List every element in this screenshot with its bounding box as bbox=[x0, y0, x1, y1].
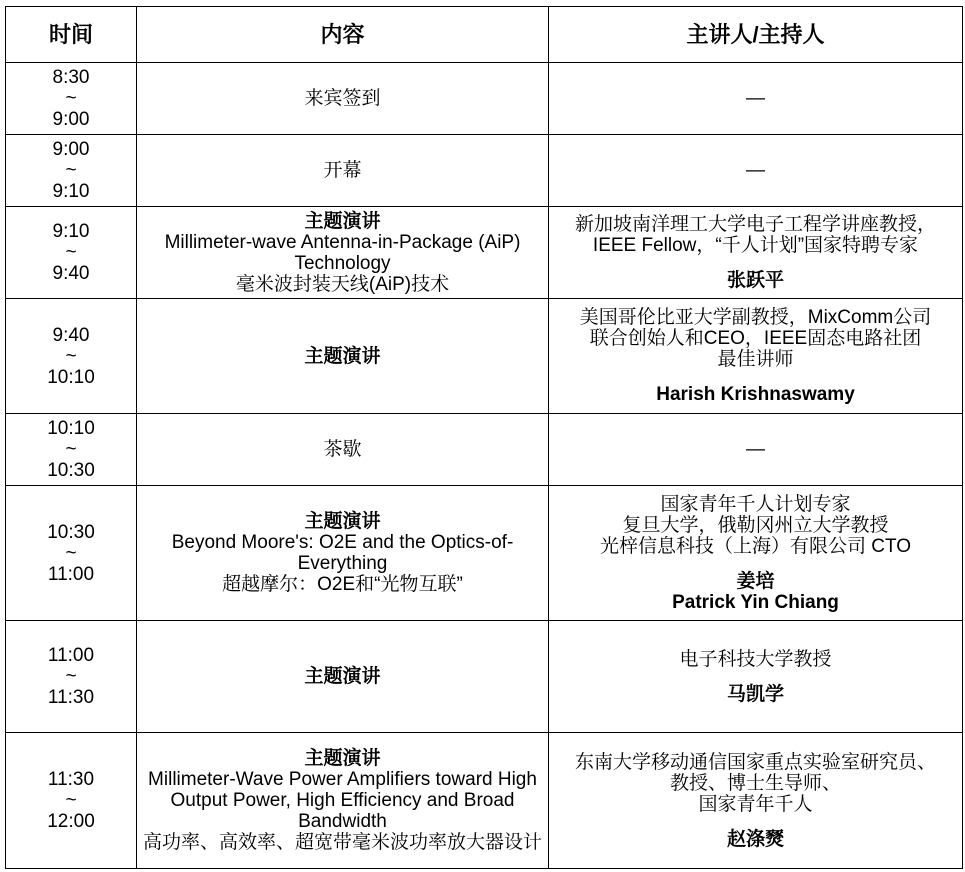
schedule-table bbox=[5, 6, 963, 869]
table-row bbox=[6, 299, 963, 414]
speaker-name: Harish Krishnaswamy bbox=[656, 384, 855, 405]
content-cell bbox=[137, 486, 549, 621]
time-separator: ~ bbox=[65, 345, 77, 367]
time-separator: ~ bbox=[65, 790, 77, 811]
time-start: 10:30 bbox=[47, 521, 95, 543]
speaker-desc: 教授、博士生导师、 bbox=[669, 772, 841, 794]
time-start: 11:30 bbox=[47, 769, 95, 790]
talk-type: 主题演讲 bbox=[304, 345, 381, 367]
table-row bbox=[6, 207, 963, 299]
talk-type: 主题演讲 bbox=[304, 511, 381, 532]
speaker-desc: IEEE Fellow，“千人计划”国家特聘专家 bbox=[592, 235, 919, 256]
time-separator: ~ bbox=[65, 88, 77, 109]
speaker-cell: — bbox=[549, 135, 963, 207]
speaker-cell bbox=[549, 621, 963, 733]
table-row bbox=[6, 621, 963, 733]
content-cell: 来宾签到 bbox=[137, 63, 549, 135]
header-row bbox=[6, 7, 963, 63]
speaker-desc: 国家青年千人计划专家 bbox=[660, 493, 851, 515]
time-end: 11:00 bbox=[47, 563, 95, 585]
time-separator: ~ bbox=[65, 542, 77, 564]
talk-type: 主题演讲 bbox=[304, 210, 381, 232]
time-separator: ~ bbox=[65, 666, 77, 687]
speaker-name: 马凯学 bbox=[726, 683, 784, 705]
talk-title-en: Millimeter-Wave Power Amplifiers toward High Output Power, High Efficiency and Broad Bandwidth bbox=[148, 769, 537, 832]
speaker-desc: 最佳讲师 bbox=[717, 349, 794, 370]
time-cell bbox=[6, 63, 137, 135]
time-cell bbox=[6, 207, 137, 299]
time-separator: ~ bbox=[65, 439, 77, 460]
content-cell bbox=[137, 733, 549, 869]
speaker-desc: 电子科技大学教授 bbox=[679, 648, 832, 670]
time-start: 9:00 bbox=[52, 139, 90, 160]
time-end: 12:00 bbox=[47, 811, 95, 832]
table-row bbox=[6, 63, 963, 135]
table-row bbox=[6, 414, 963, 486]
speaker-cell: — bbox=[549, 414, 963, 486]
time-start: 11:00 bbox=[47, 645, 95, 666]
talk-title-en: Beyond Moore's: O2E and the Optics-of-Everything bbox=[171, 532, 514, 574]
header-time: 时间 bbox=[6, 7, 137, 63]
time-cell bbox=[6, 486, 137, 621]
speaker-name: 张跃平 bbox=[726, 270, 784, 291]
content-cell bbox=[137, 621, 549, 733]
time-start: 9:10 bbox=[52, 221, 90, 242]
talk-title-cn: 毫米波封装天线(AiP)技术 bbox=[235, 273, 450, 295]
speaker-desc: 美国哥伦比亚大学副教授，MixComm公司 bbox=[579, 307, 932, 328]
speaker-cell bbox=[549, 299, 963, 414]
time-cell bbox=[6, 135, 137, 207]
talk-title-cn: 超越摩尔：O2E和“光物互联” bbox=[222, 574, 463, 595]
time-end: 10:30 bbox=[47, 460, 95, 481]
content-cell: 开幕 bbox=[137, 135, 549, 207]
time-cell bbox=[6, 733, 137, 869]
talk-title-en: Millimeter-wave Antenna-in-Package (AiP) Technology bbox=[164, 231, 521, 274]
time-separator: ~ bbox=[65, 242, 77, 263]
talk-type: 主题演讲 bbox=[304, 748, 381, 769]
speaker-name-en: Patrick Yin Chiang bbox=[672, 591, 839, 613]
speaker-desc: 联合创始人和CEO，IEEE固态电路社团 bbox=[589, 328, 922, 349]
time-cell bbox=[6, 414, 137, 486]
speaker-desc: 国家青年千人 bbox=[698, 793, 813, 815]
speaker-cell bbox=[549, 207, 963, 299]
speaker-desc: 东南大学移动通信国家重点实验室研究员、 bbox=[574, 751, 936, 773]
time-start: 10:10 bbox=[47, 418, 95, 439]
content-cell: 茶歇 bbox=[137, 414, 549, 486]
header-content: 内容 bbox=[137, 7, 549, 63]
speaker-desc: 复旦大学，俄勒冈州立大学教授 bbox=[622, 514, 889, 536]
speaker-cell: — bbox=[549, 63, 963, 135]
talk-type: 主题演讲 bbox=[304, 666, 381, 687]
time-start: 8:30 bbox=[52, 67, 90, 88]
table-row bbox=[6, 135, 963, 207]
speaker-desc: 光梓信息科技（上海）有限公司 CTO bbox=[599, 535, 912, 557]
table-row bbox=[6, 733, 963, 869]
speaker-cell bbox=[549, 486, 963, 621]
time-end: 11:30 bbox=[47, 687, 95, 708]
time-end: 10:10 bbox=[47, 366, 95, 388]
time-end: 9:40 bbox=[52, 263, 90, 284]
time-end: 9:00 bbox=[52, 109, 90, 130]
content-cell bbox=[137, 299, 549, 414]
speaker-name: 赵涤燹 bbox=[726, 828, 784, 850]
talk-title-cn: 高功率、高效率、超宽带毫米波功率放大器设计 bbox=[142, 832, 542, 853]
content-cell bbox=[137, 207, 549, 299]
time-cell bbox=[6, 299, 137, 414]
table-row bbox=[6, 486, 963, 621]
header-speaker: 主讲人/主持人 bbox=[549, 7, 963, 63]
time-cell bbox=[6, 621, 137, 733]
time-end: 9:10 bbox=[52, 181, 90, 202]
time-start: 9:40 bbox=[52, 324, 90, 346]
speaker-name: 姜培 bbox=[736, 570, 775, 592]
speaker-desc: 新加坡南洋理工大学电子工程学讲座教授， bbox=[574, 214, 936, 235]
speaker-cell bbox=[549, 733, 963, 869]
time-separator: ~ bbox=[65, 160, 77, 181]
